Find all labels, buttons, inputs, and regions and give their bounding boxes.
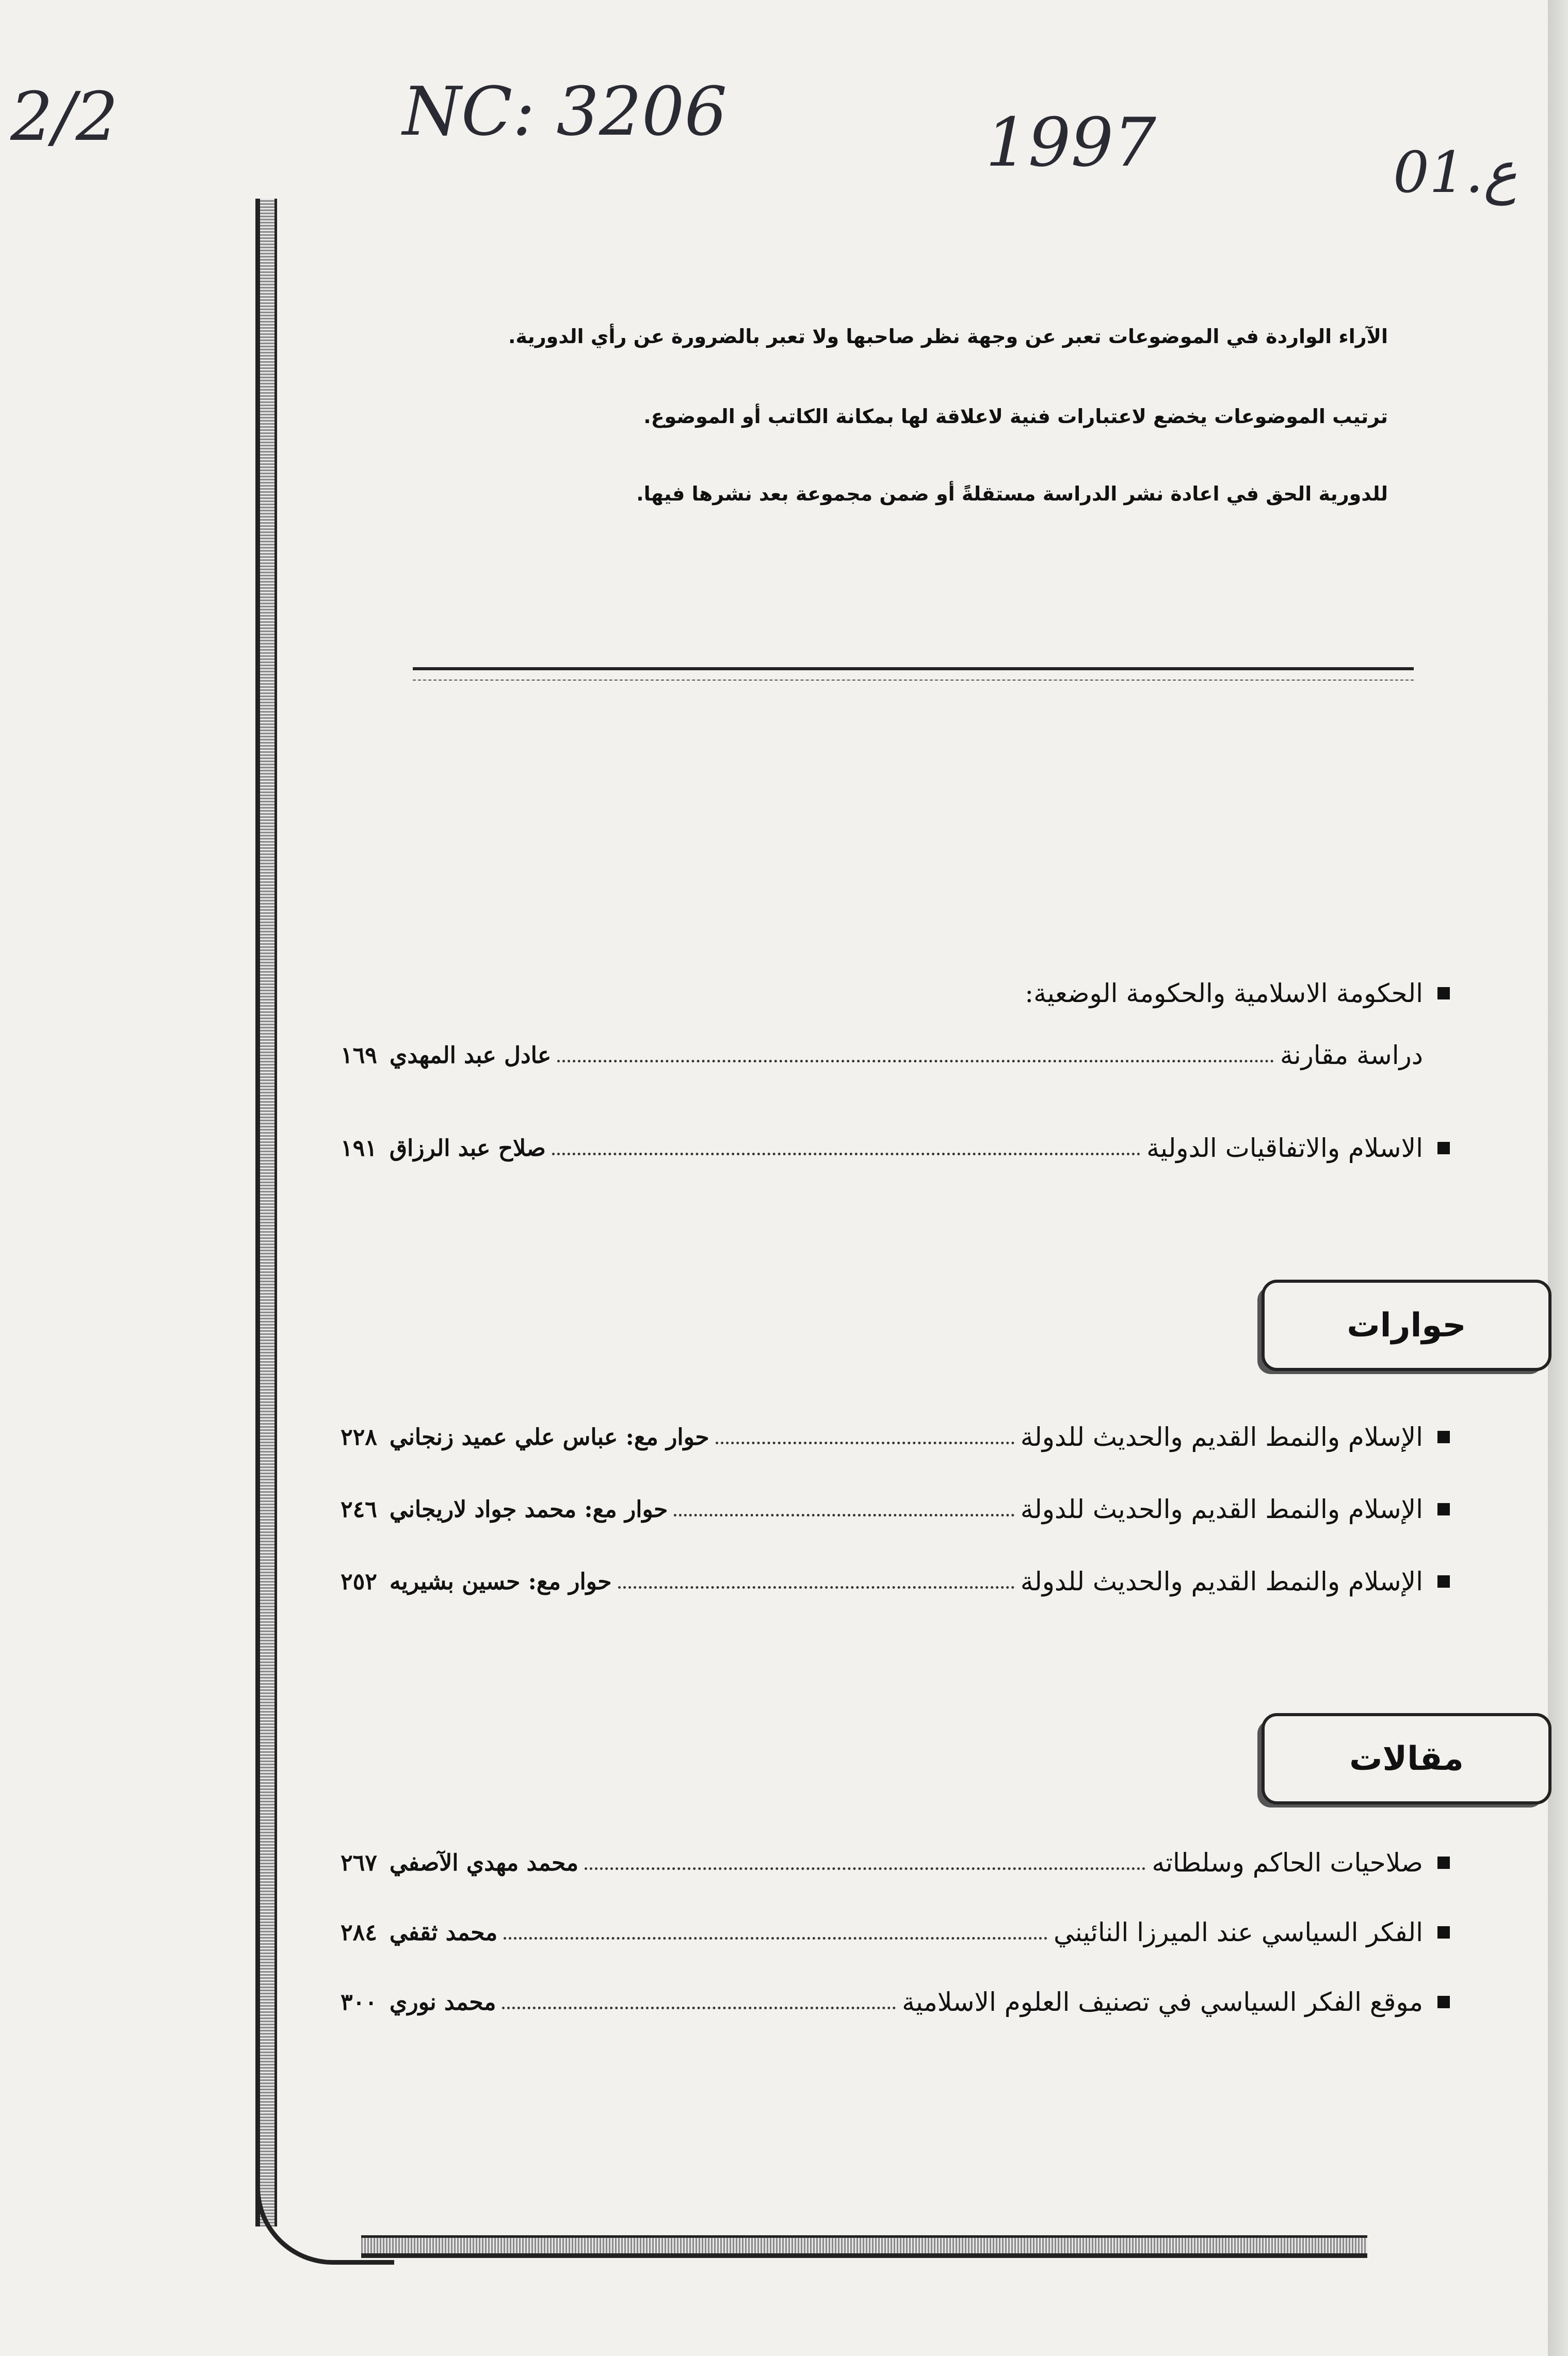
- dot-leader: [618, 1586, 1014, 1589]
- dot-leader: [674, 1514, 1014, 1516]
- toc-entry: [341, 1909, 1450, 1956]
- toc-item-title: الفكر السياسي عند الميرزا النائيني: [1054, 1917, 1423, 1947]
- toc-entry: [341, 1414, 1450, 1460]
- toc-item-author: حوار مع: محمد جواد لاريجاني: [389, 1496, 668, 1523]
- toc-item-title: دراسة مقارنة: [1280, 1040, 1423, 1070]
- handwritten-code: NC: 3206: [402, 72, 728, 151]
- bullet-icon: [1437, 1575, 1450, 1588]
- disclaimer-republish: للدورية الحق في اعادة نشر الدراسة مستقلةً أو ضمن مجموعة بعد نشرها فيها.: [636, 482, 1388, 505]
- section-heading-label: مقالات: [1349, 1739, 1464, 1778]
- toc-item-author: عادل عبد المهدي: [389, 1042, 552, 1069]
- dot-leader: [716, 1442, 1014, 1444]
- toc-item-author: محمد مهدي الآصفي: [389, 1849, 579, 1876]
- toc-item-page: ٢٥٢: [341, 1568, 377, 1595]
- toc-item-page: ٣٠٠: [341, 1989, 377, 2015]
- toc-entry: [341, 1125, 1450, 1171]
- frame-vertical-border: [255, 199, 277, 2226]
- toc-entry: [341, 1558, 1450, 1605]
- bullet-icon: [1437, 987, 1450, 999]
- toc-heading-line: [341, 970, 1450, 1016]
- toc-entry: [341, 1979, 1450, 2025]
- handwritten-fraction: 2/2: [10, 77, 119, 156]
- bullet-icon: [1437, 1857, 1450, 1869]
- toc-item-page: ١٦٩: [341, 1042, 377, 1069]
- toc-item-page: ٢٨٤: [341, 1919, 377, 1946]
- bullet-icon: [1437, 1996, 1450, 2008]
- bullet-icon: [1437, 1503, 1450, 1515]
- frame-bottom-border: [361, 2235, 1367, 2258]
- disclaimer-opinions: الآراء الواردة في الموضوعات تعبر عن وجهة نظر صاحبها ولا تعبر بالضرورة عن رأي الدورية.: [508, 325, 1388, 348]
- toc-item-author: حوار مع: عباس علي عميد زنجاني: [389, 1424, 709, 1450]
- dot-leader: [502, 2007, 896, 2009]
- toc-item-page: ١٩١: [341, 1135, 377, 1161]
- section-heading-interviews: [1262, 1280, 1551, 1371]
- toc-item-page: ٢٤٦: [341, 1496, 377, 1523]
- toc-item-title: موقع الفكر السياسي في تصنيف العلوم الاسلامية: [902, 1987, 1423, 2017]
- toc-item-title: الإسلام والنمط القديم والحديث للدولة: [1020, 1494, 1423, 1524]
- page-edge: [1548, 0, 1568, 2356]
- handwritten-ref: 01.ع: [1393, 139, 1517, 205]
- bullet-icon: [1437, 1926, 1450, 1939]
- handwritten-year: 1997: [985, 103, 1156, 182]
- toc-item-page: ٢٦٧: [341, 1849, 377, 1876]
- toc-entry: [341, 1839, 1450, 1886]
- toc-entry: [341, 1486, 1450, 1532]
- toc-item-author: محمد نوري: [389, 1989, 496, 2015]
- dot-leader: [585, 1867, 1145, 1870]
- section-heading-articles: [1262, 1713, 1551, 1804]
- dot-leader: [504, 1937, 1047, 1940]
- toc-item-title: الإسلام والنمط القديم والحديث للدولة: [1020, 1567, 1423, 1596]
- toc-item-author: حوار مع: حسين بشيريه: [389, 1568, 612, 1595]
- toc-item-title: الاسلام والاتفاقيات الدولية: [1146, 1133, 1423, 1163]
- toc-item-title: الإسلام والنمط القديم والحديث للدولة: [1020, 1422, 1423, 1452]
- toc-item-author: صلاح عبد الرزاق: [389, 1135, 546, 1161]
- section-heading-label: حوارات: [1347, 1306, 1466, 1345]
- section-divider: [413, 667, 1414, 681]
- disclaimer-order: ترتيب الموضوعات يخضع لاعتبارات فنية لاعلاقة لها بمكانة الكاتب أو الموضوع.: [643, 405, 1388, 428]
- bullet-icon: [1437, 1431, 1450, 1443]
- dot-leader: [557, 1060, 1274, 1062]
- toc-item-title: الحكومة الاسلامية والحكومة الوضعية:: [1025, 978, 1423, 1008]
- toc-item-author: محمد ثقفي: [389, 1919, 498, 1946]
- toc-entry: [341, 1032, 1450, 1078]
- toc-item-page: ٢٢٨: [341, 1424, 377, 1450]
- bullet-icon: [1437, 1142, 1450, 1154]
- toc-item-title: صلاحيات الحاكم وسلطاته: [1152, 1848, 1423, 1878]
- dot-leader: [552, 1153, 1140, 1155]
